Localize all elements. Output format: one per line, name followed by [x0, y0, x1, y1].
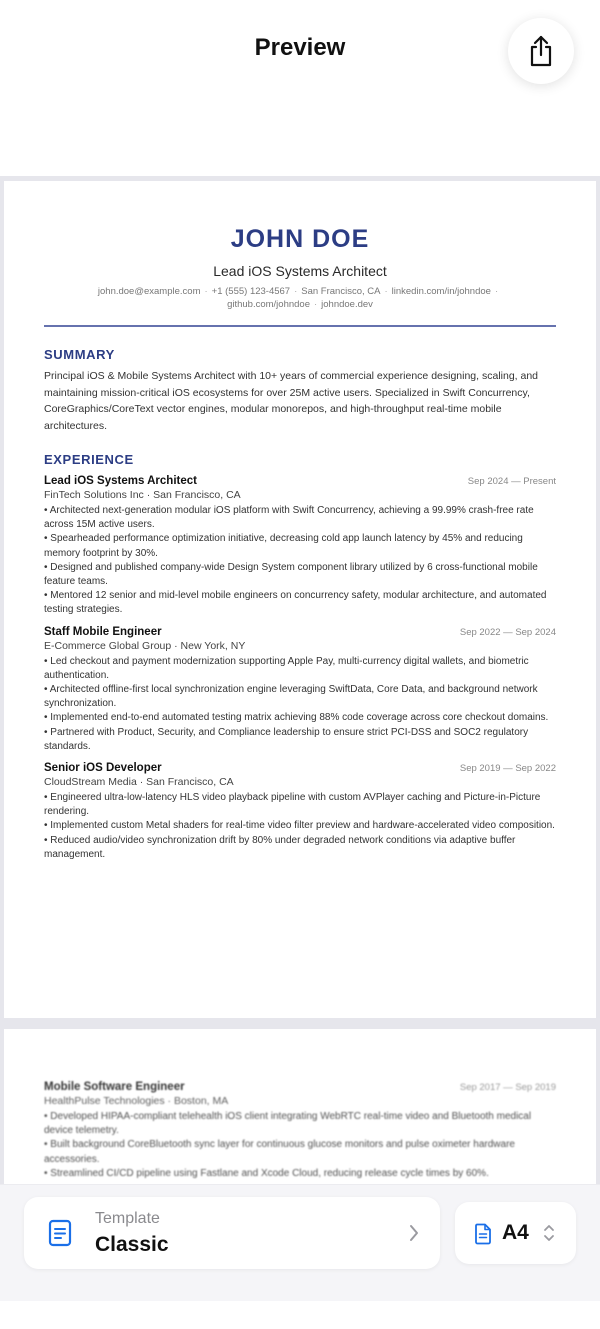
contact-phone: +1 (555) 123-4567	[211, 286, 291, 297]
contact-location: San Francisco, CA	[301, 286, 381, 297]
job-bullet: • Implemented end-to-end automated testing matrix achieving 88% code coverage across core checkout domains.	[44, 712, 549, 724]
job-bullet: • Architected offline-first local synchronization engine leveraging SwiftData, Core Data, and background network synchronization.	[44, 684, 538, 710]
job-entry	[44, 1081, 556, 1181]
contact-linkedin: linkedin.com/in/johndoe	[391, 286, 491, 297]
job-bullet: • Built background CoreBluetooth sync layer for continuous glucose monitors and pulse oximeter hardware accessories.	[44, 1139, 515, 1165]
job-company: CloudStream Media · San Francisco, CA	[44, 776, 234, 789]
share-icon	[526, 34, 556, 68]
job-bullet: • Engineered ultra-low-latency HLS video playback pipeline with custom AVPlayer caching and Picture-in-Picture rendering.	[44, 792, 541, 818]
job-entry	[44, 626, 556, 754]
job-title: Lead iOS Systems Architect	[44, 475, 197, 487]
template-value: Classic	[95, 1233, 169, 1256]
job-title: Mobile Software Engineer	[44, 1081, 185, 1093]
job-bullet: • Developed HIPAA-compliant telehealth iOS client integrating WebRTC real-time video and Bluetooth medical device telemetry.	[44, 1111, 532, 1137]
job-bullet: • Mentored 12 senior and mid-level mobile engineers on concurrency safety, modular architecture, and automated testing strategies.	[44, 590, 547, 616]
job-dates: Sep 2024 — Present	[467, 476, 556, 487]
header-divider	[44, 325, 556, 327]
contact-github: github.com/johndoe	[227, 299, 310, 310]
job-dates: Sep 2022 — Sep 2024	[459, 626, 556, 638]
experience-heading: EXPERIENCE	[44, 452, 134, 467]
preview-canvas[interactable]	[0, 176, 600, 1300]
job-bullet: • Led checkout and payment modernization supporting Apple Pay, multi-currency digital wallets, and biometric authentication.	[44, 655, 529, 681]
chevron-right-icon	[408, 1224, 420, 1242]
job-bullet: • Architected next-generation modular iOS platform with Swift Concurrency, achieving a 99.99% crash-free rate across 15M active users.	[44, 505, 534, 531]
page-size-value: A4	[502, 1221, 529, 1244]
resume-name: JOHN DOE	[230, 225, 370, 253]
template-selector[interactable]	[24, 1197, 440, 1269]
job-bullet: • Streamlined CI/CD pipeline using Fastlane and Xcode Cloud, reducing release cycle times by 60%.	[44, 1167, 489, 1179]
job-title: Staff Mobile Engineer	[44, 625, 162, 638]
bottom-toolbar	[0, 1184, 600, 1301]
summary-text: Principal iOS & Mobile Systems Architect with 10+ years of commercial experience designing, scaling, and maintaining mission-critical iOS ecosystems for over 25M active users. Specialized in Swift Concurrency, CoreGraphics/CoreText vector engines, modular monorepos, and high-throughput real-time mobile architectures.	[44, 370, 539, 432]
job-bullet: • Spearheaded performance optimization initiative, decreasing cold app launch latency by 45% and reducing memory footprint by 30%.	[44, 533, 523, 559]
page-title: Preview	[254, 34, 346, 61]
contact-separator: ·	[294, 286, 298, 297]
job-company: HealthPulse Technologies · Boston, MA	[44, 1095, 229, 1107]
navigation-bar	[0, 0, 600, 100]
job-title: Senior iOS Developer	[44, 762, 162, 775]
contact-separator: ·	[494, 286, 499, 297]
contact-separator: ·	[384, 286, 388, 297]
share-button[interactable]	[508, 18, 574, 84]
resume-page-1	[4, 181, 596, 1018]
job-dates: Sep 2017 — Sep 2019	[459, 1082, 556, 1093]
job-bullet: • Reduced audio/video synchronization drift by 80% under degraded network conditions via adaptive buffer management.	[44, 834, 516, 860]
document-icon	[48, 1219, 72, 1247]
job-company: FinTech Solutions Inc · San Francisco, CA	[44, 489, 241, 501]
job-company: E-Commerce Global Group · New York, NY	[44, 639, 246, 652]
job-entry	[44, 475, 556, 618]
page-icon	[474, 1223, 492, 1245]
chevron-up-down-icon	[542, 1222, 556, 1244]
job-bullet: • Implemented custom Metal shaders for real-time video filter preview and hardware-accelerated video composition.	[44, 820, 555, 832]
job-dates: Sep 2019 — Sep 2022	[459, 763, 556, 775]
page-size-selector[interactable]	[455, 1202, 576, 1264]
job-bullet: • Partnered with Product, Security, and Compliance leadership to ensure strict PCI-DSS and SOC2 regulatory standards.	[44, 726, 529, 752]
contact-separator: ·	[313, 299, 318, 310]
contact-email: john.doe@example.com	[97, 286, 201, 297]
job-bullet: • Designed and published company-wide Design System component library utilized by 6 cross-functional mobile feature teams.	[44, 561, 538, 588]
contact-website: johndoe.dev	[321, 299, 373, 310]
contact-separator: ·	[204, 286, 208, 297]
summary-heading: SUMMARY	[44, 347, 115, 362]
template-label: Template	[95, 1210, 160, 1227]
resume-headline: Lead iOS Systems Architect	[213, 263, 387, 279]
resume-contact	[44, 285, 556, 311]
job-entry	[44, 762, 556, 862]
